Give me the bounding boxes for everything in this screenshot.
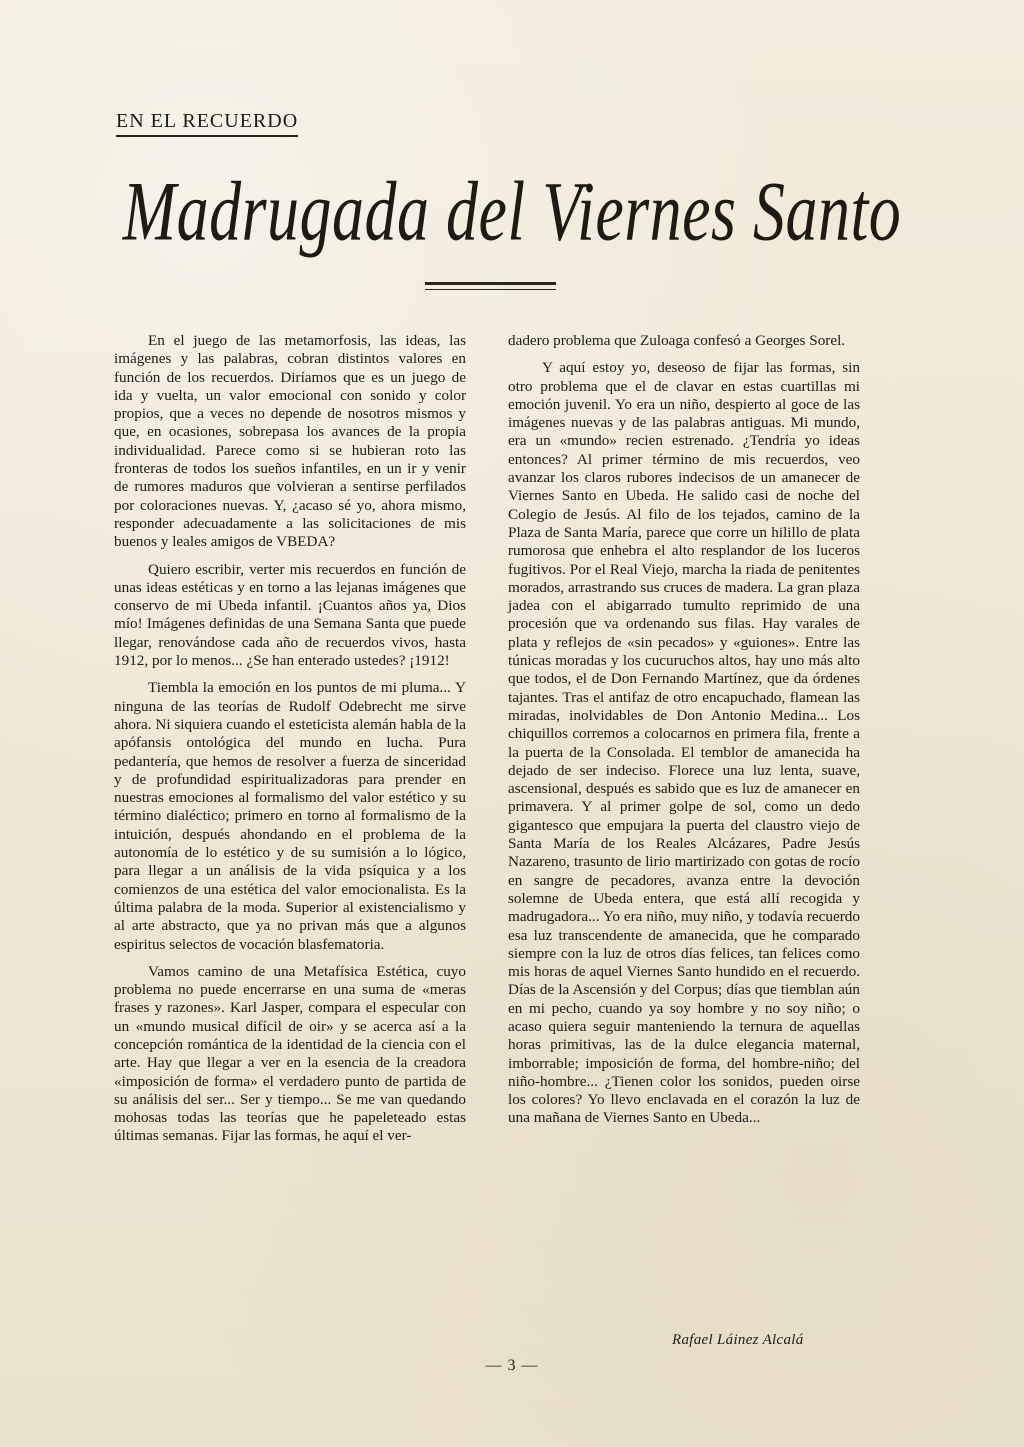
section-label: EN EL RECUERDO — [116, 110, 298, 137]
left-paragraph-1: En el juego de las metamorfosis, las ideas, las imágenes y las palabras, cobran distintos valores en función de los recuerdos. Diríamos que es un juego de ida y vuelta, un valor emocional con sonido y color propios, que a veces no depende de nosotros mismos y que, en ocasiones, sobrepasa los avances de la propia individualidad. Parece como si se hubieran roto las fronteras de todos los sueños infantiles, en un ir y venir de rumores maduros que volvieran a sentirse perfilados por coloraciones nuevas. Y, ¿acaso sé yo, ahora mismo, responder adecuadamente a las solicitaciones de mis buenos y leales amigos de VBEDA? — [114, 332, 466, 551]
left-column — [114, 332, 466, 1155]
right-paragraph-1: dadero problema que Zuloaga confesó a Georges Sorel. — [508, 332, 846, 349]
title-rule-thick — [425, 282, 556, 285]
author-signature: Rafael Láinez Alcalá — [672, 1332, 804, 1348]
article-columns — [114, 332, 914, 1332]
left-paragraph-2: Quiero escribir, verter mis recuerdos en función de unas ideas estéticas y en torno a las lejanas imágenes que conservo de mi Ubeda infantil. ¡Cuantos años ya, Dios mío! Imágenes definidas de una Semana Santa que puede llegar, renovándose cada año de recuerdos vivos, hasta 1912, por lo menos... ¿Se han enterado ustedes? ¡1912! — [114, 560, 466, 670]
page-number: — 3 — — [485, 1357, 539, 1374]
right-column — [508, 332, 860, 1137]
article-title: Madrugada del Viernes Santo — [122, 164, 902, 259]
right-paragraph-2: Y aquí estoy yo, deseoso de fijar las formas, sin otro problema que el de clavar en estas cuartillas mi emoción juvenil. Yo era un niño, despierto al goce de las imágenes nuevas y de las palabras antiguas. Mi mundo, era un «mundo» recien estrenado. ¿Tendría yo ideas entonces? Al primer término de mis recuerdos, veo avanzar los claros rubores indecisos de un amanecer de Viernes Santo en Ubeda. He salido casi de noche del Colegio de Jesús. Al filo de los tejados, camino de la Plaza de Santa María, parece que corre un hilillo de plata rumorosa que enhebra el alto resplandor de los luceros fugitivos. Por el Real Viejo, marcha la riada de penitentes morados, arrastrando sus cruces de madera. La gran plaza jadea con el abigarrado tumulto reprimido de una procesión que va ordenando sus filas. Hay varales de plata y reflejos de «sin pecados» y «guiones». Entre las túnicas moradas y los cucuruchos altos, hay uno más alto que todos, el de Don Fernando Martínez, que da órdenes tajantes. Tras el antifaz de otro encapuchado, flamean las miradas, inolvidables de Don Antonio Medina... Los chiquillos corremos a colocarnos en primera fila, frente a la puerta de la Consolada. El temblor de amanecida ha dejado de ser indeciso. Florece una luz lenta, suave, ascensional, después es sabido que es luz de amanecer en primavera. Y al primer golpe de sol, como un dedo gigantesco que empujara la puerta del claustro viejo de Santa María de los Reales Alcázares, Padre Jesús Nazareno, trasunto de lirio martirizado con gotas de rocío en sangre de pecadores, avanza entre la devoción solemne de Ubeda entera, que está allí recogida y madrugadora... Yo era niño, muy niño, y todavía recuerdo esa luz transcendente de amanecida, que he comparado siempre con la luz de otros días felices, tan felices como mis horas de aquel Viernes Santo hundido en el recuerdo. Días de la Ascensión y del Corpus; días que tiemblan aún en mi pecho, cuando ya soy hombre y no soy niño; o acaso quiera seguir manteniendo la ternura de aquellas horas primitivas, las de la dulce elegancia maternal, imborrable; imposición de forma, del hombre-niño; del niño-hombre... ¿Tienen color los sonidos, pueden oirse los colores? Yo llevo enclavada en el corazón la luz de una mañana de Viernes Santo en Ubeda... — [508, 359, 860, 1127]
title-rule-thin — [425, 289, 556, 290]
left-paragraph-4: Vamos camino de una Metafísica Estética, cuyo problema no puede encerrarse en una suma de «meras frases y razones». Karl Jasper, compara el especular con un «mundo musical difícil de oir» y se acerca así a la concepción romántica de la identidad de la ciencia con el arte. Hay que llegar a ver en la esencia de la creadora «imposición de forma» el verdadero punto de partida de su análisis del ser... Ser y tiempo... Se me van quedando mohosas todas las teorías que he papeleteado estas últimas semanas. Fijar las formas, he aquí el ver- — [114, 962, 466, 1145]
left-paragraph-3: Tiembla la emoción en los puntos de mi pluma... Y ninguna de las teorías de Rudolf Odebrecht me sirve ahora. Ni siquiera cuando el esteticista alemán habla de la apófansis ontológica del mundo en lucha. Pura pedantería, que hemos de resolver a fuerza de sinceridad y de profundidad espiritualizadoras para prender en nuestras emociones al formalismo del valor estético y su término dialéctico; primero en torno al formalismo de la intuición, después ahondando en el problema de la autonomía de lo estético y de su sumisión a lo lógico, para llegar a un análisis de la vida psíquica y a los comienzos de una estética del valor emocionalista. Es la última palabra de la moda. Superior al existencialismo y al arte abstracto, que ya no privan más que a algunos espiritus selectos de vocación blasfematoria. — [114, 679, 466, 953]
